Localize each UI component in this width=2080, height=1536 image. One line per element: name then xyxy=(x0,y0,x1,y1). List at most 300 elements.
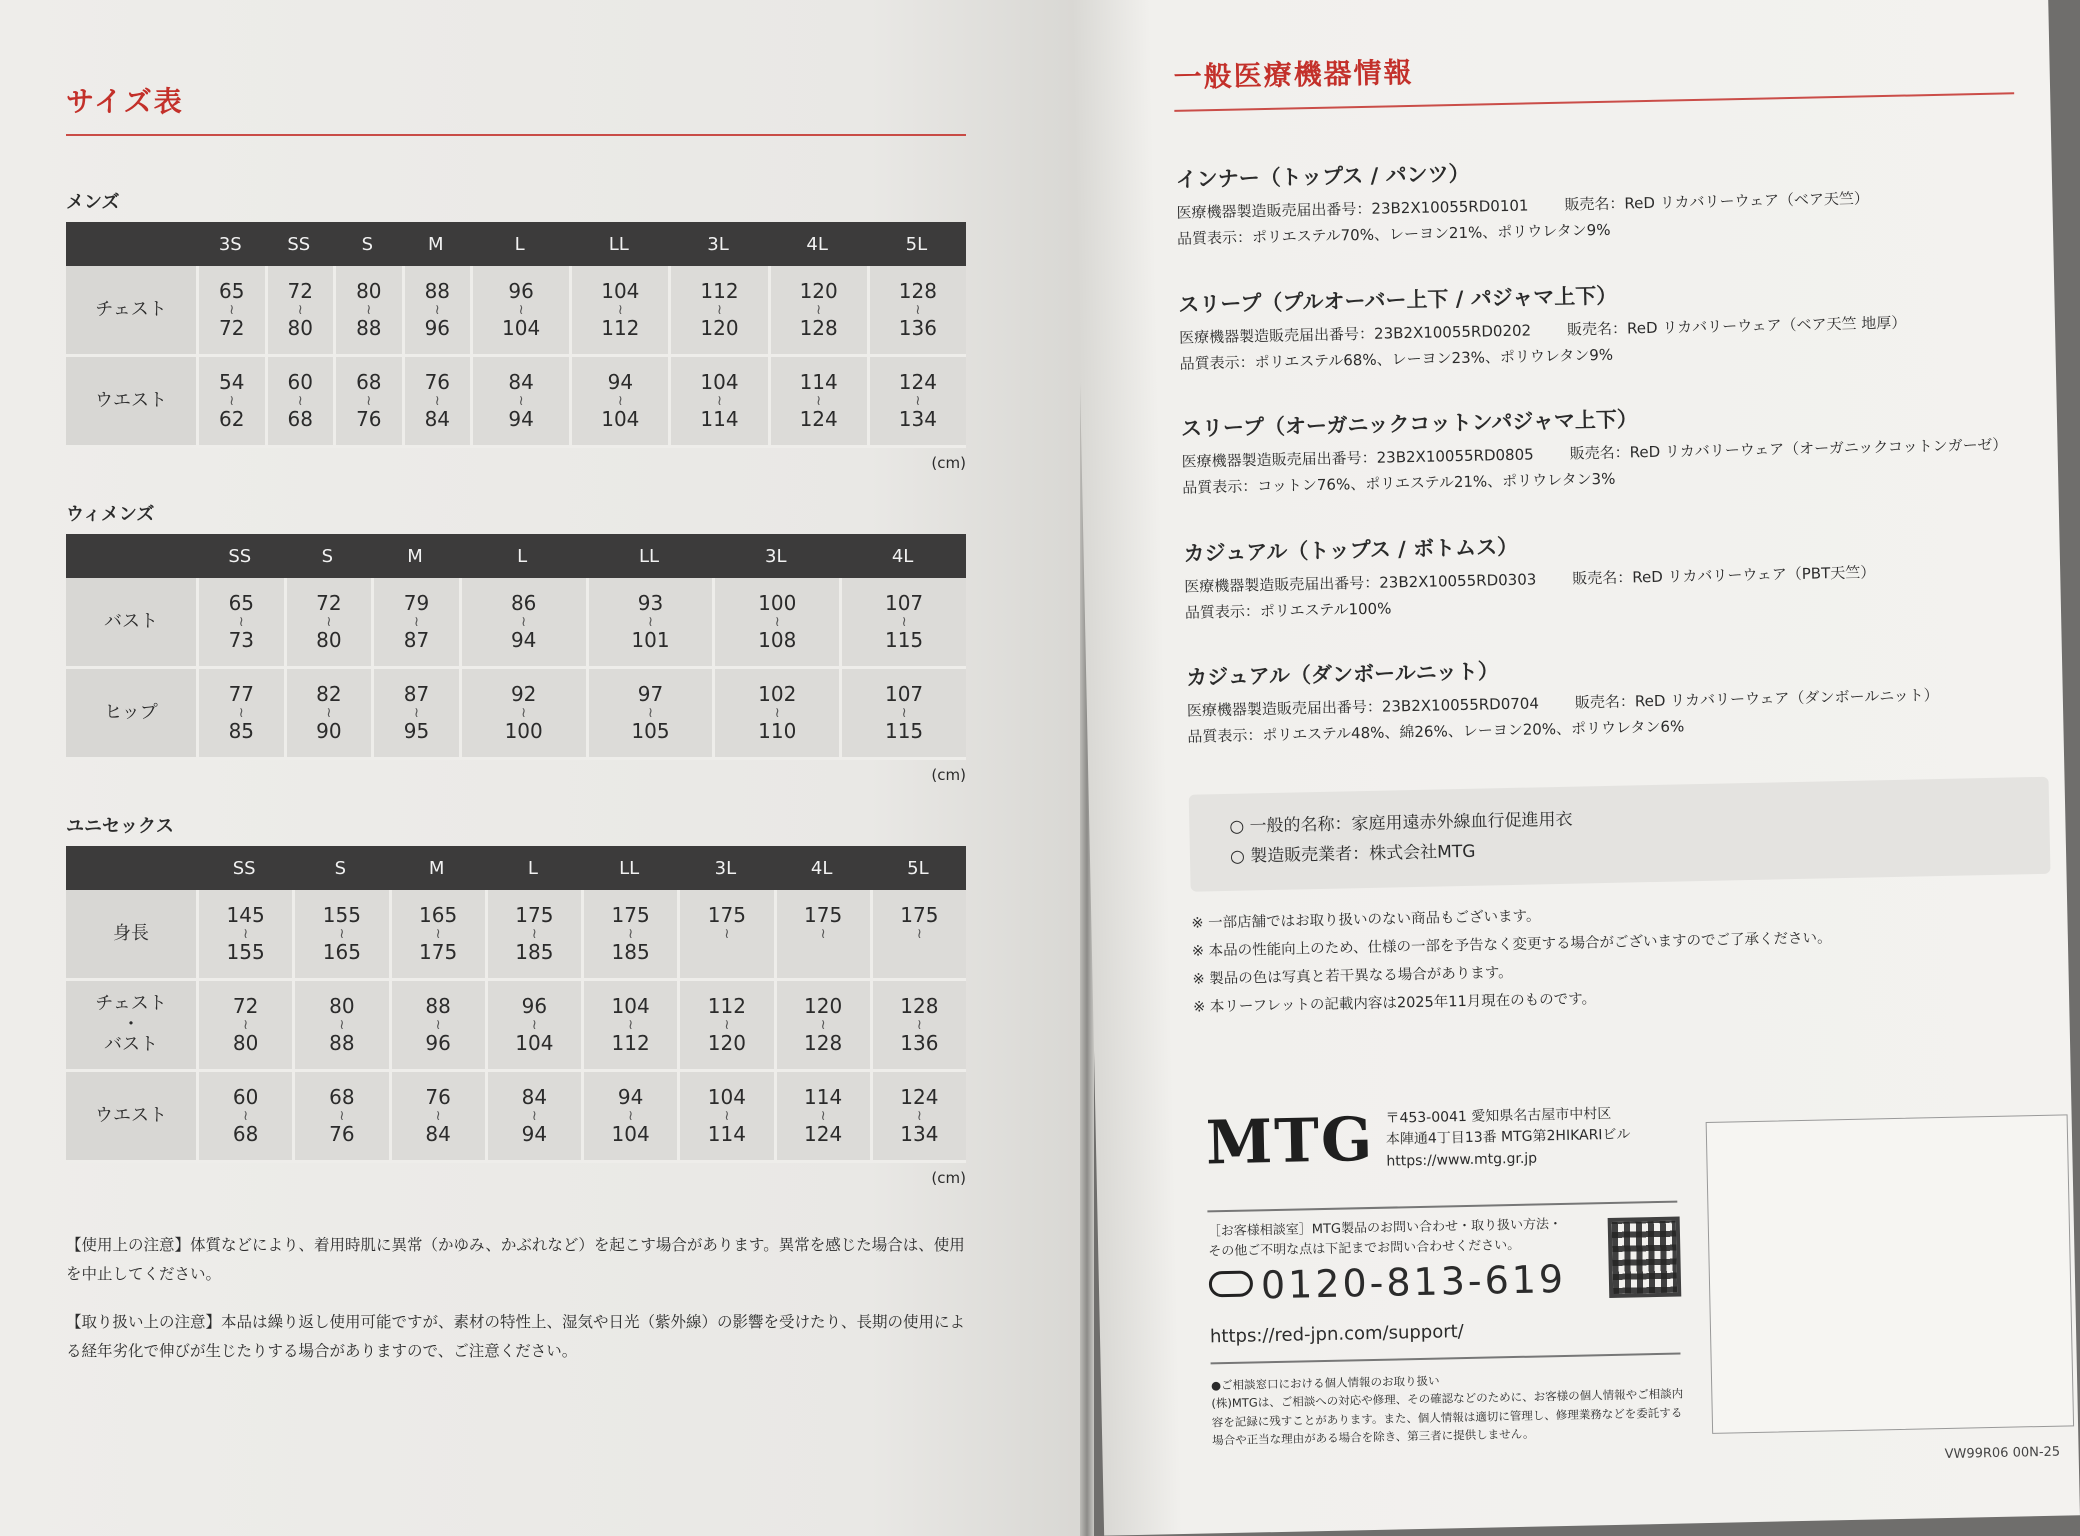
size-range-cell xyxy=(774,890,870,981)
range-tilde: ≀ xyxy=(339,1017,345,1033)
range-min: 93 xyxy=(637,591,664,615)
range-max: 108 xyxy=(758,628,797,652)
range-max: 185 xyxy=(611,940,650,964)
company-url[interactable]: https://www.mtg.gr.jp xyxy=(1386,1150,1538,1170)
range-min: 104 xyxy=(700,370,739,394)
range-min: 94 xyxy=(607,370,634,394)
range-min: 107 xyxy=(884,591,924,615)
range-max: 94 xyxy=(510,628,537,652)
range-min: 72 xyxy=(287,279,313,303)
range-tilde: ≀ xyxy=(531,1017,537,1033)
size-column-header: 4L xyxy=(768,222,867,266)
range-min: 104 xyxy=(707,1085,746,1109)
range-min: 120 xyxy=(804,994,843,1018)
size-range-cell xyxy=(774,981,870,1072)
range-tilde: ≀ xyxy=(229,393,235,409)
measurement-label: チェスト xyxy=(66,266,196,357)
size-column-header: 3L xyxy=(677,846,773,890)
range-max: 62 xyxy=(219,407,245,431)
divider xyxy=(1211,1352,1681,1364)
range-min: 175 xyxy=(804,903,843,927)
disclaimer-item: ※ 本品の性能向上のため、仕様の一部を予告なく変更する場合がございますのでご了承ください。 xyxy=(1191,930,1832,960)
range-max: 100 xyxy=(504,719,543,743)
size-chart-title: サイズ表 xyxy=(66,85,184,118)
range-tilde: ≀ xyxy=(413,614,420,630)
size-range-cell xyxy=(839,578,966,669)
title-underline xyxy=(66,134,966,136)
range-max: 80 xyxy=(232,1031,259,1055)
range-max: 185 xyxy=(515,940,554,964)
size-range-cell xyxy=(196,1072,292,1163)
range-min: 112 xyxy=(700,279,739,303)
range-max: 76 xyxy=(356,407,382,431)
size-range-cell xyxy=(768,357,867,448)
size-range-cell xyxy=(284,669,372,760)
size-range-cell xyxy=(402,266,471,357)
size-range-cell xyxy=(712,669,839,760)
free-dial-icon xyxy=(1209,1271,1254,1298)
address-line: 〒453-0041 愛知県名古屋市中村区 xyxy=(1385,1105,1612,1127)
product-name: インナー（トップス / パンツ） xyxy=(1175,161,1470,192)
range-min: 68 xyxy=(356,370,382,394)
mens-unit: (cm) xyxy=(931,454,966,472)
title-underline xyxy=(1174,92,2014,112)
range-min: 77 xyxy=(228,682,255,706)
range-max: 120 xyxy=(700,316,739,340)
range-min: 92 xyxy=(510,682,537,706)
measurement-label: 身長 xyxy=(66,890,196,981)
range-max xyxy=(873,941,966,964)
range-max: 84 xyxy=(425,1122,451,1146)
range-min: 107 xyxy=(884,682,924,706)
size-column-header: 5L xyxy=(870,846,966,890)
range-tilde: ≀ xyxy=(915,393,921,409)
size-range-cell xyxy=(265,357,334,448)
range-min: 79 xyxy=(403,591,430,615)
medical-device-info-page xyxy=(1072,0,2080,1536)
product-entry xyxy=(1181,394,2059,501)
free-dial-number[interactable] xyxy=(1209,1257,1567,1308)
range-tilde: ≀ xyxy=(820,926,826,942)
range-min: 112 xyxy=(707,994,746,1018)
divider xyxy=(1207,1200,1677,1212)
size-range-cell xyxy=(768,266,867,357)
measurement-label: ウエスト xyxy=(66,1072,196,1163)
range-max: 101 xyxy=(631,628,670,652)
range-min: 96 xyxy=(521,994,548,1018)
size-range-cell xyxy=(485,890,581,981)
registration-number: 医療機器製造販売届出番号：23B2X10055RD0202 xyxy=(1178,320,1532,347)
size-range-cell xyxy=(677,981,773,1072)
range-tilde: ≀ xyxy=(724,1017,730,1033)
range-max: 155 xyxy=(226,940,265,964)
range-max: 104 xyxy=(502,316,541,340)
size-column-header: M xyxy=(371,534,459,578)
range-tilde: ≀ xyxy=(617,393,623,409)
size-column-header: 3S xyxy=(196,222,265,266)
womens-unit: (cm) xyxy=(931,766,966,784)
range-tilde: ≀ xyxy=(901,614,907,630)
range-max xyxy=(777,941,870,964)
unisex-unit: (cm) xyxy=(931,1169,966,1187)
range-max: 175 xyxy=(419,940,458,964)
range-max: 90 xyxy=(316,719,342,743)
size-range-cell xyxy=(196,890,292,981)
range-min: 175 xyxy=(900,903,939,927)
disclaimer-item: ※ 製品の色は写真と若干異なる場合があります。 xyxy=(1192,965,1513,988)
range-tilde: ≀ xyxy=(339,1108,345,1124)
range-min: 124 xyxy=(898,370,937,394)
product-name: カジュアル（トップス / ボトムス） xyxy=(1183,534,1519,566)
size-column-header: 3L xyxy=(668,222,767,266)
range-min: 80 xyxy=(329,994,355,1018)
range-min: 87 xyxy=(403,682,430,706)
size-range-cell xyxy=(712,578,839,669)
measurement-label: バスト xyxy=(66,578,196,669)
address-line: 本陣通4丁目13番 MTG第2HIKARIビル xyxy=(1385,1126,1631,1149)
company-info xyxy=(1195,1084,2078,1462)
range-tilde: ≀ xyxy=(518,302,524,318)
range-min: 104 xyxy=(611,994,650,1018)
registration-number: 医療機器製造販売届出番号：23B2X10055RD0704 xyxy=(1186,694,1540,720)
range-tilde: ≀ xyxy=(238,614,244,630)
quality-label: 品質表示：ポリエステル68%、レーヨン23%、ポリウレタン9% xyxy=(1179,345,1614,373)
measurement-label: ヒップ xyxy=(66,669,196,760)
disclaimer-item: ※ 本リーフレットの記載内容は2025年11月現在のものです。 xyxy=(1192,991,1597,1017)
sales-name: 販売名：ReD リカバリーウェア（ベア天竺） xyxy=(1564,189,1870,214)
range-tilde: ≀ xyxy=(628,926,634,942)
size-range-cell xyxy=(371,578,459,669)
range-max: 114 xyxy=(707,1122,746,1146)
range-tilde: ≀ xyxy=(647,705,654,721)
range-tilde: ≀ xyxy=(816,393,822,409)
range-max: 134 xyxy=(900,1122,939,1146)
registration-number: 医療機器製造販売届出番号：23B2X10055RD0303 xyxy=(1184,569,1537,596)
range-min: 80 xyxy=(356,279,382,303)
range-tilde: ≀ xyxy=(366,302,372,318)
range-min: 84 xyxy=(508,370,534,394)
measurement-label: ウエスト xyxy=(66,357,196,448)
range-min: 68 xyxy=(329,1085,355,1109)
product-entry xyxy=(1183,519,2061,626)
range-max: 72 xyxy=(219,316,245,340)
company-address xyxy=(1385,1103,1631,1173)
range-max: 115 xyxy=(884,719,924,743)
size-range-cell xyxy=(292,890,388,981)
general-info-box xyxy=(1189,776,2051,891)
size-range-cell xyxy=(870,981,966,1072)
range-min: 124 xyxy=(900,1085,939,1109)
range-min: 60 xyxy=(232,1085,259,1109)
size-range-cell xyxy=(870,890,966,981)
support-url[interactable]: https://red-jpn.com/support/ xyxy=(1209,1320,1464,1348)
size-range-cell xyxy=(774,1072,870,1163)
range-min: 102 xyxy=(758,682,797,706)
range-tilde: ≀ xyxy=(366,393,372,409)
range-min: 88 xyxy=(425,994,451,1018)
range-tilde: ≀ xyxy=(434,302,440,318)
header-corner xyxy=(66,846,196,890)
range-min: 76 xyxy=(425,1085,451,1109)
handling-caution-note: 【取り扱い上の注意】本品は繰り返し使用可能ですが、素材の特性上、湿気や日光（紫外線）の影響を受けたり、長期の使用による経年劣化で伸びが生じたりする場合がありますので、ご注意ください。 xyxy=(66,1313,966,1361)
manufacturer-line: ○ 製造販売業者：株式会社MTG xyxy=(1229,841,1476,867)
product-entry xyxy=(1178,270,2056,377)
size-column-header: SS xyxy=(196,846,292,890)
range-tilde: ≀ xyxy=(435,1108,441,1124)
measurement-row xyxy=(66,981,966,1072)
range-tilde: ≀ xyxy=(297,393,303,409)
range-min: 97 xyxy=(637,682,664,706)
size-column-header: 5L xyxy=(867,222,966,266)
range-tilde: ≀ xyxy=(531,1108,537,1124)
range-max: 136 xyxy=(900,1031,939,1055)
range-tilde: ≀ xyxy=(434,393,440,409)
range-tilde: ≀ xyxy=(229,302,235,318)
size-range-cell xyxy=(459,578,586,669)
range-max: 112 xyxy=(611,1031,650,1055)
customer-consult-label xyxy=(1208,1215,1563,1263)
range-tilde: ≀ xyxy=(820,1108,826,1124)
size-column-header: SS xyxy=(265,222,334,266)
unisex-label: ユニセックス xyxy=(66,816,174,837)
range-max: 128 xyxy=(799,316,838,340)
size-range-cell xyxy=(196,981,292,1072)
range-min: 65 xyxy=(219,279,245,303)
size-range-cell xyxy=(581,1072,677,1163)
size-column-header: L xyxy=(470,222,569,266)
range-min: 175 xyxy=(515,903,554,927)
range-min: 175 xyxy=(611,903,650,927)
size-range-cell xyxy=(569,357,668,448)
range-min: 76 xyxy=(424,370,451,394)
size-range-cell xyxy=(569,266,668,357)
qr-code-icon[interactable] xyxy=(1608,1216,1682,1297)
range-max: 104 xyxy=(611,1122,650,1146)
consult-line: その他ご不明な点は下記までお問い合わせください。 xyxy=(1208,1237,1521,1260)
range-max: 124 xyxy=(799,407,838,431)
range-tilde: ≀ xyxy=(916,1108,922,1124)
consult-line: ［お客様相談室］MTG製品のお問い合わせ・取り扱い方法・ xyxy=(1207,1216,1563,1240)
product-name: スリープ（オーガニックコットンパジャマ上下） xyxy=(1180,407,1639,441)
range-max: 88 xyxy=(329,1031,355,1055)
range-max: 134 xyxy=(898,407,937,431)
registration-number: 医療機器製造販売届出番号：23B2X10055RD0805 xyxy=(1181,445,1534,471)
size-column-header: LL xyxy=(586,534,713,578)
size-range-cell xyxy=(196,357,265,448)
range-min: 96 xyxy=(508,279,534,303)
sales-name: 販売名：ReD リカバリーウェア（ダンボールニット） xyxy=(1574,686,1939,712)
range-max: 80 xyxy=(287,316,313,340)
size-range-cell xyxy=(581,890,677,981)
size-range-cell xyxy=(586,578,713,669)
range-tilde: ≀ xyxy=(716,393,723,409)
sales-name: 販売名：ReD リカバリーウェア（PBT天竺） xyxy=(1572,562,1876,588)
measurement-row xyxy=(66,357,966,448)
range-tilde: ≀ xyxy=(716,302,723,318)
size-column-header: L xyxy=(459,534,586,578)
range-tilde: ≀ xyxy=(774,614,780,630)
range-min: 54 xyxy=(219,370,245,394)
range-min: 155 xyxy=(322,903,361,927)
range-tilde: ≀ xyxy=(238,705,244,721)
range-min: 128 xyxy=(898,279,937,303)
range-min: 165 xyxy=(419,903,458,927)
size-range-cell xyxy=(459,669,586,760)
range-max: 110 xyxy=(758,719,797,743)
mtg-logo: MTG xyxy=(1205,1104,1375,1179)
range-max: 84 xyxy=(424,407,451,431)
range-max: 95 xyxy=(403,719,430,743)
quality-label: 品質表示：ポリエステル70%、レーヨン21%、ポリウレタン9% xyxy=(1176,221,1611,249)
medical-device-title: 一般医療機器情報 xyxy=(1173,55,1414,94)
range-min: 94 xyxy=(617,1085,644,1109)
range-max: 96 xyxy=(424,316,451,340)
range-max: 120 xyxy=(707,1031,746,1055)
measurement-label: チェスト ・ バスト xyxy=(66,981,196,1072)
size-range-cell xyxy=(292,981,388,1072)
size-range-cell xyxy=(485,981,581,1072)
size-range-cell xyxy=(867,266,966,357)
size-column-header: SS xyxy=(196,534,284,578)
quality-label: 品質表示：ポリエステル100% xyxy=(1184,599,1392,622)
range-min: 128 xyxy=(900,994,939,1018)
product-name: スリープ（プルオーバー上下 / パジャマ上下） xyxy=(1178,283,1618,317)
range-tilde: ≀ xyxy=(339,926,345,942)
size-range-cell xyxy=(265,266,334,357)
mens-size-table xyxy=(66,222,966,448)
size-range-cell xyxy=(333,357,402,448)
range-max: 73 xyxy=(228,628,255,652)
range-min: 84 xyxy=(521,1085,548,1109)
range-tilde: ≀ xyxy=(820,1017,826,1033)
size-column-header: M xyxy=(402,222,471,266)
size-range-cell xyxy=(389,890,485,981)
range-min: 82 xyxy=(316,682,342,706)
range-tilde: ≀ xyxy=(413,705,420,721)
range-tilde: ≀ xyxy=(243,1017,249,1033)
sales-name: 販売名：ReD リカバリーウェア（オーガニックコットンガーゼ） xyxy=(1569,435,2008,463)
range-min: 86 xyxy=(510,591,537,615)
size-range-cell xyxy=(581,981,677,1072)
document-code: VW99R06 00N-25 xyxy=(1944,1444,2061,1462)
range-max: 124 xyxy=(804,1122,843,1146)
range-max: 165 xyxy=(322,940,361,964)
measurement-row xyxy=(66,266,966,357)
size-range-cell xyxy=(389,981,485,1072)
range-tilde: ≀ xyxy=(647,614,654,630)
size-range-cell xyxy=(389,1072,485,1163)
size-range-cell xyxy=(402,357,471,448)
size-range-cell xyxy=(668,266,767,357)
size-range-cell xyxy=(292,1072,388,1163)
range-min: 72 xyxy=(232,994,259,1018)
size-column-header: 4L xyxy=(774,846,870,890)
size-range-cell xyxy=(284,578,372,669)
range-min: 120 xyxy=(799,279,838,303)
size-range-cell xyxy=(677,890,773,981)
size-range-cell xyxy=(371,669,459,760)
range-max: 76 xyxy=(329,1122,355,1146)
range-tilde: ≀ xyxy=(901,705,907,721)
size-range-cell xyxy=(333,266,402,357)
usage-notes xyxy=(66,1231,966,1366)
range-min: 60 xyxy=(287,370,313,394)
range-min: 88 xyxy=(424,279,451,303)
size-column-header: M xyxy=(389,846,485,890)
range-max: 87 xyxy=(403,628,430,652)
range-max: 136 xyxy=(898,316,937,340)
header-corner xyxy=(66,534,196,578)
size-range-cell xyxy=(839,669,966,760)
size-column-header: 3L xyxy=(712,534,839,578)
range-tilde: ≀ xyxy=(518,393,524,409)
range-min: 100 xyxy=(758,591,797,615)
range-tilde: ≀ xyxy=(521,705,527,721)
size-range-cell xyxy=(677,1072,773,1163)
size-range-cell xyxy=(470,266,569,357)
quality-label: 品質表示：ポリエステル48%、綿26%、レーヨン20%、ポリウレタン6% xyxy=(1187,717,1685,746)
quality-label: 品質表示：コットン76%、ポリエステル21%、ポリウレタン3% xyxy=(1182,469,1616,498)
range-min: 114 xyxy=(799,370,838,394)
header-corner xyxy=(66,222,196,266)
range-max: 94 xyxy=(508,407,534,431)
size-column-header: L xyxy=(485,846,581,890)
range-tilde: ≀ xyxy=(521,614,527,630)
range-tilde: ≀ xyxy=(243,1108,249,1124)
range-max xyxy=(680,941,773,964)
range-max: 80 xyxy=(316,628,342,652)
generic-name-line: ○ 一般的名称：家庭用遠赤外線血行促進用衣 xyxy=(1229,809,1573,837)
range-min: 104 xyxy=(601,279,640,303)
range-max: 105 xyxy=(631,719,670,743)
size-column-header: S xyxy=(333,222,402,266)
womens-label: ウィメンズ xyxy=(66,504,155,525)
range-tilde: ≀ xyxy=(915,302,921,318)
size-range-cell xyxy=(196,669,284,760)
product-entry xyxy=(1186,643,2064,750)
size-range-cell xyxy=(586,669,713,760)
product-entry xyxy=(1175,146,2053,253)
range-tilde: ≀ xyxy=(435,926,441,942)
range-tilde: ≀ xyxy=(724,926,730,942)
range-tilde: ≀ xyxy=(774,705,780,721)
phone-number-text: 0120-813-619 xyxy=(1260,1256,1567,1308)
range-max: 96 xyxy=(425,1031,451,1055)
womens-size-table xyxy=(66,534,966,760)
range-min: 145 xyxy=(226,903,265,927)
range-tilde: ≀ xyxy=(916,1017,922,1033)
range-max: 104 xyxy=(515,1031,554,1055)
range-tilde: ≀ xyxy=(297,302,303,318)
range-max: 68 xyxy=(287,407,313,431)
size-column-header: 4L xyxy=(839,534,966,578)
measurement-row xyxy=(66,669,966,760)
range-min: 72 xyxy=(316,591,342,615)
size-column-header: S xyxy=(292,846,388,890)
range-tilde: ≀ xyxy=(628,1017,634,1033)
range-tilde: ≀ xyxy=(724,1108,730,1124)
range-tilde: ≀ xyxy=(326,614,332,630)
size-column-header: LL xyxy=(569,222,668,266)
measurement-row xyxy=(66,890,966,981)
disclaimer-list xyxy=(1191,891,2069,1022)
range-max: 94 xyxy=(521,1122,548,1146)
range-max: 112 xyxy=(601,316,640,340)
size-range-cell xyxy=(485,1072,581,1163)
range-tilde: ≀ xyxy=(531,926,537,942)
size-column-header: LL xyxy=(581,846,677,890)
range-tilde: ≀ xyxy=(916,926,922,942)
